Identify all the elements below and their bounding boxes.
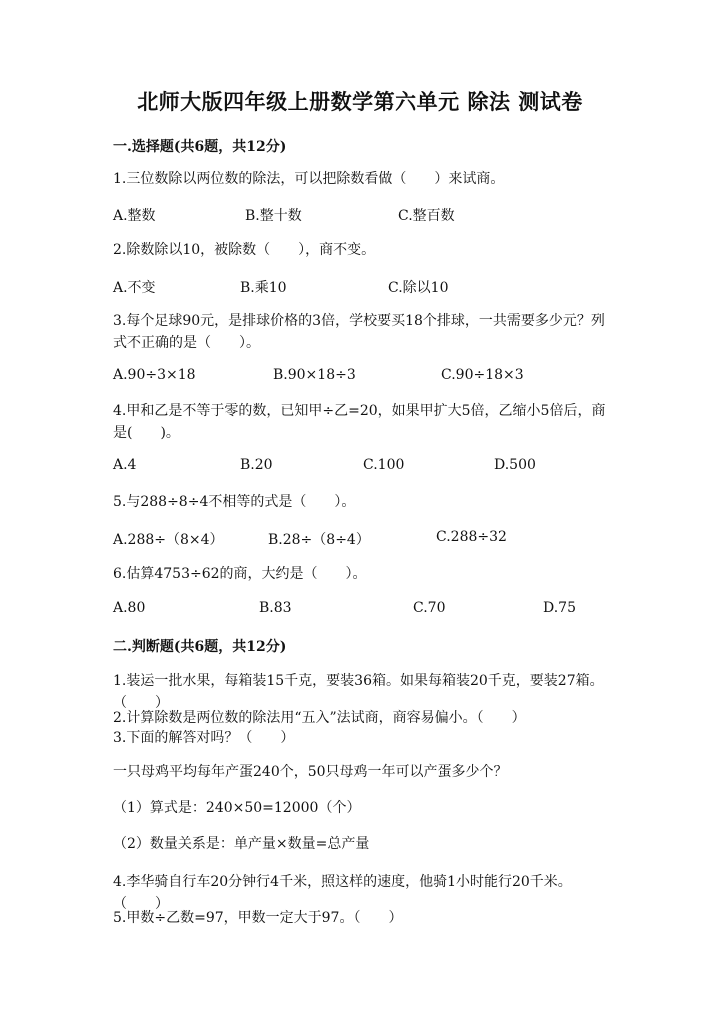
judgement-item: 1.装运一批水果，每箱装15千克，要装36箱。如果每箱装20千克，要装27箱。（ ）	[113, 673, 604, 711]
section-heading-judgement: 二.判断题(共6题，共12分)	[113, 639, 287, 655]
option-d: D.500	[494, 457, 536, 473]
option-b: B.乘10	[240, 280, 287, 296]
page-title: 北师大版四年级上册数学第六单元 除法 测试卷	[137, 89, 583, 114]
option-a: A.288÷（8×4）	[113, 532, 224, 548]
option-a: A.不变	[113, 280, 156, 296]
option-a: A.90÷3×18	[113, 367, 196, 383]
option-c: C.100	[363, 457, 405, 473]
judgement-item: 一只母鸡平均每年产蛋240个，50只母鸡一年可以产蛋多少个？	[113, 764, 508, 780]
question-text: 1.三位数除以两位数的除法，可以把除数看做（ ）来试商。	[113, 171, 505, 187]
judgement-item: 4.李华骑自行车20分钟行4千米，照这样的速度，他骑1小时能行20千米。（ ）	[113, 874, 572, 912]
option-b: B.90×18÷3	[273, 367, 356, 383]
option-d: D.75	[543, 600, 576, 616]
question-text: 2.除数除以10，被除数（ ），商不变。	[113, 242, 376, 258]
question-text: 3.每个足球90元，是排球价格的3倍，学校要买18个排球，一共需要多少元？列式不正确的是（ ）。	[113, 313, 605, 351]
option-b: B.整十数	[245, 208, 302, 224]
question-text: 4.甲和乙是不等于零的数，已知甲÷乙=20，如果甲扩大5倍，乙缩小5倍后，商是( )。	[113, 403, 606, 441]
judgement-item: （1）算式是：240×50=12000（个）	[113, 800, 361, 816]
option-a: A.4	[113, 457, 137, 473]
question-text: 6.估算4753÷62的商，大约是（ ）。	[113, 566, 367, 582]
option-c: C.288÷32	[436, 529, 507, 545]
judgement-item: 3.下面的解答对吗？（ ）	[113, 730, 295, 746]
option-b: B.83	[259, 600, 292, 616]
option-c: C.70	[413, 600, 446, 616]
option-a: A.80	[113, 600, 146, 616]
option-c: C.90÷18×3	[441, 367, 524, 383]
judgement-item: 5.甲数÷乙数=97，甲数一定大于97。（ ）	[113, 910, 403, 926]
judgement-item: 2.计算除数是两位数的除法用“五入”法试商，商容易偏小。（ ）	[113, 710, 526, 726]
section-heading-choice: 一.选择题(共6题，共12分)	[113, 139, 287, 155]
option-c: C.整百数	[398, 208, 455, 224]
option-b: B.20	[240, 457, 273, 473]
option-b: B.28÷（8÷4）	[268, 532, 370, 548]
option-a: A.整数	[113, 208, 156, 224]
question-text: 5.与288÷8÷4不相等的式是（ ）。	[113, 494, 356, 510]
judgement-item: （2）数量关系是：单产量×数量=总产量	[113, 836, 370, 852]
option-c: C.除以10	[388, 280, 449, 296]
